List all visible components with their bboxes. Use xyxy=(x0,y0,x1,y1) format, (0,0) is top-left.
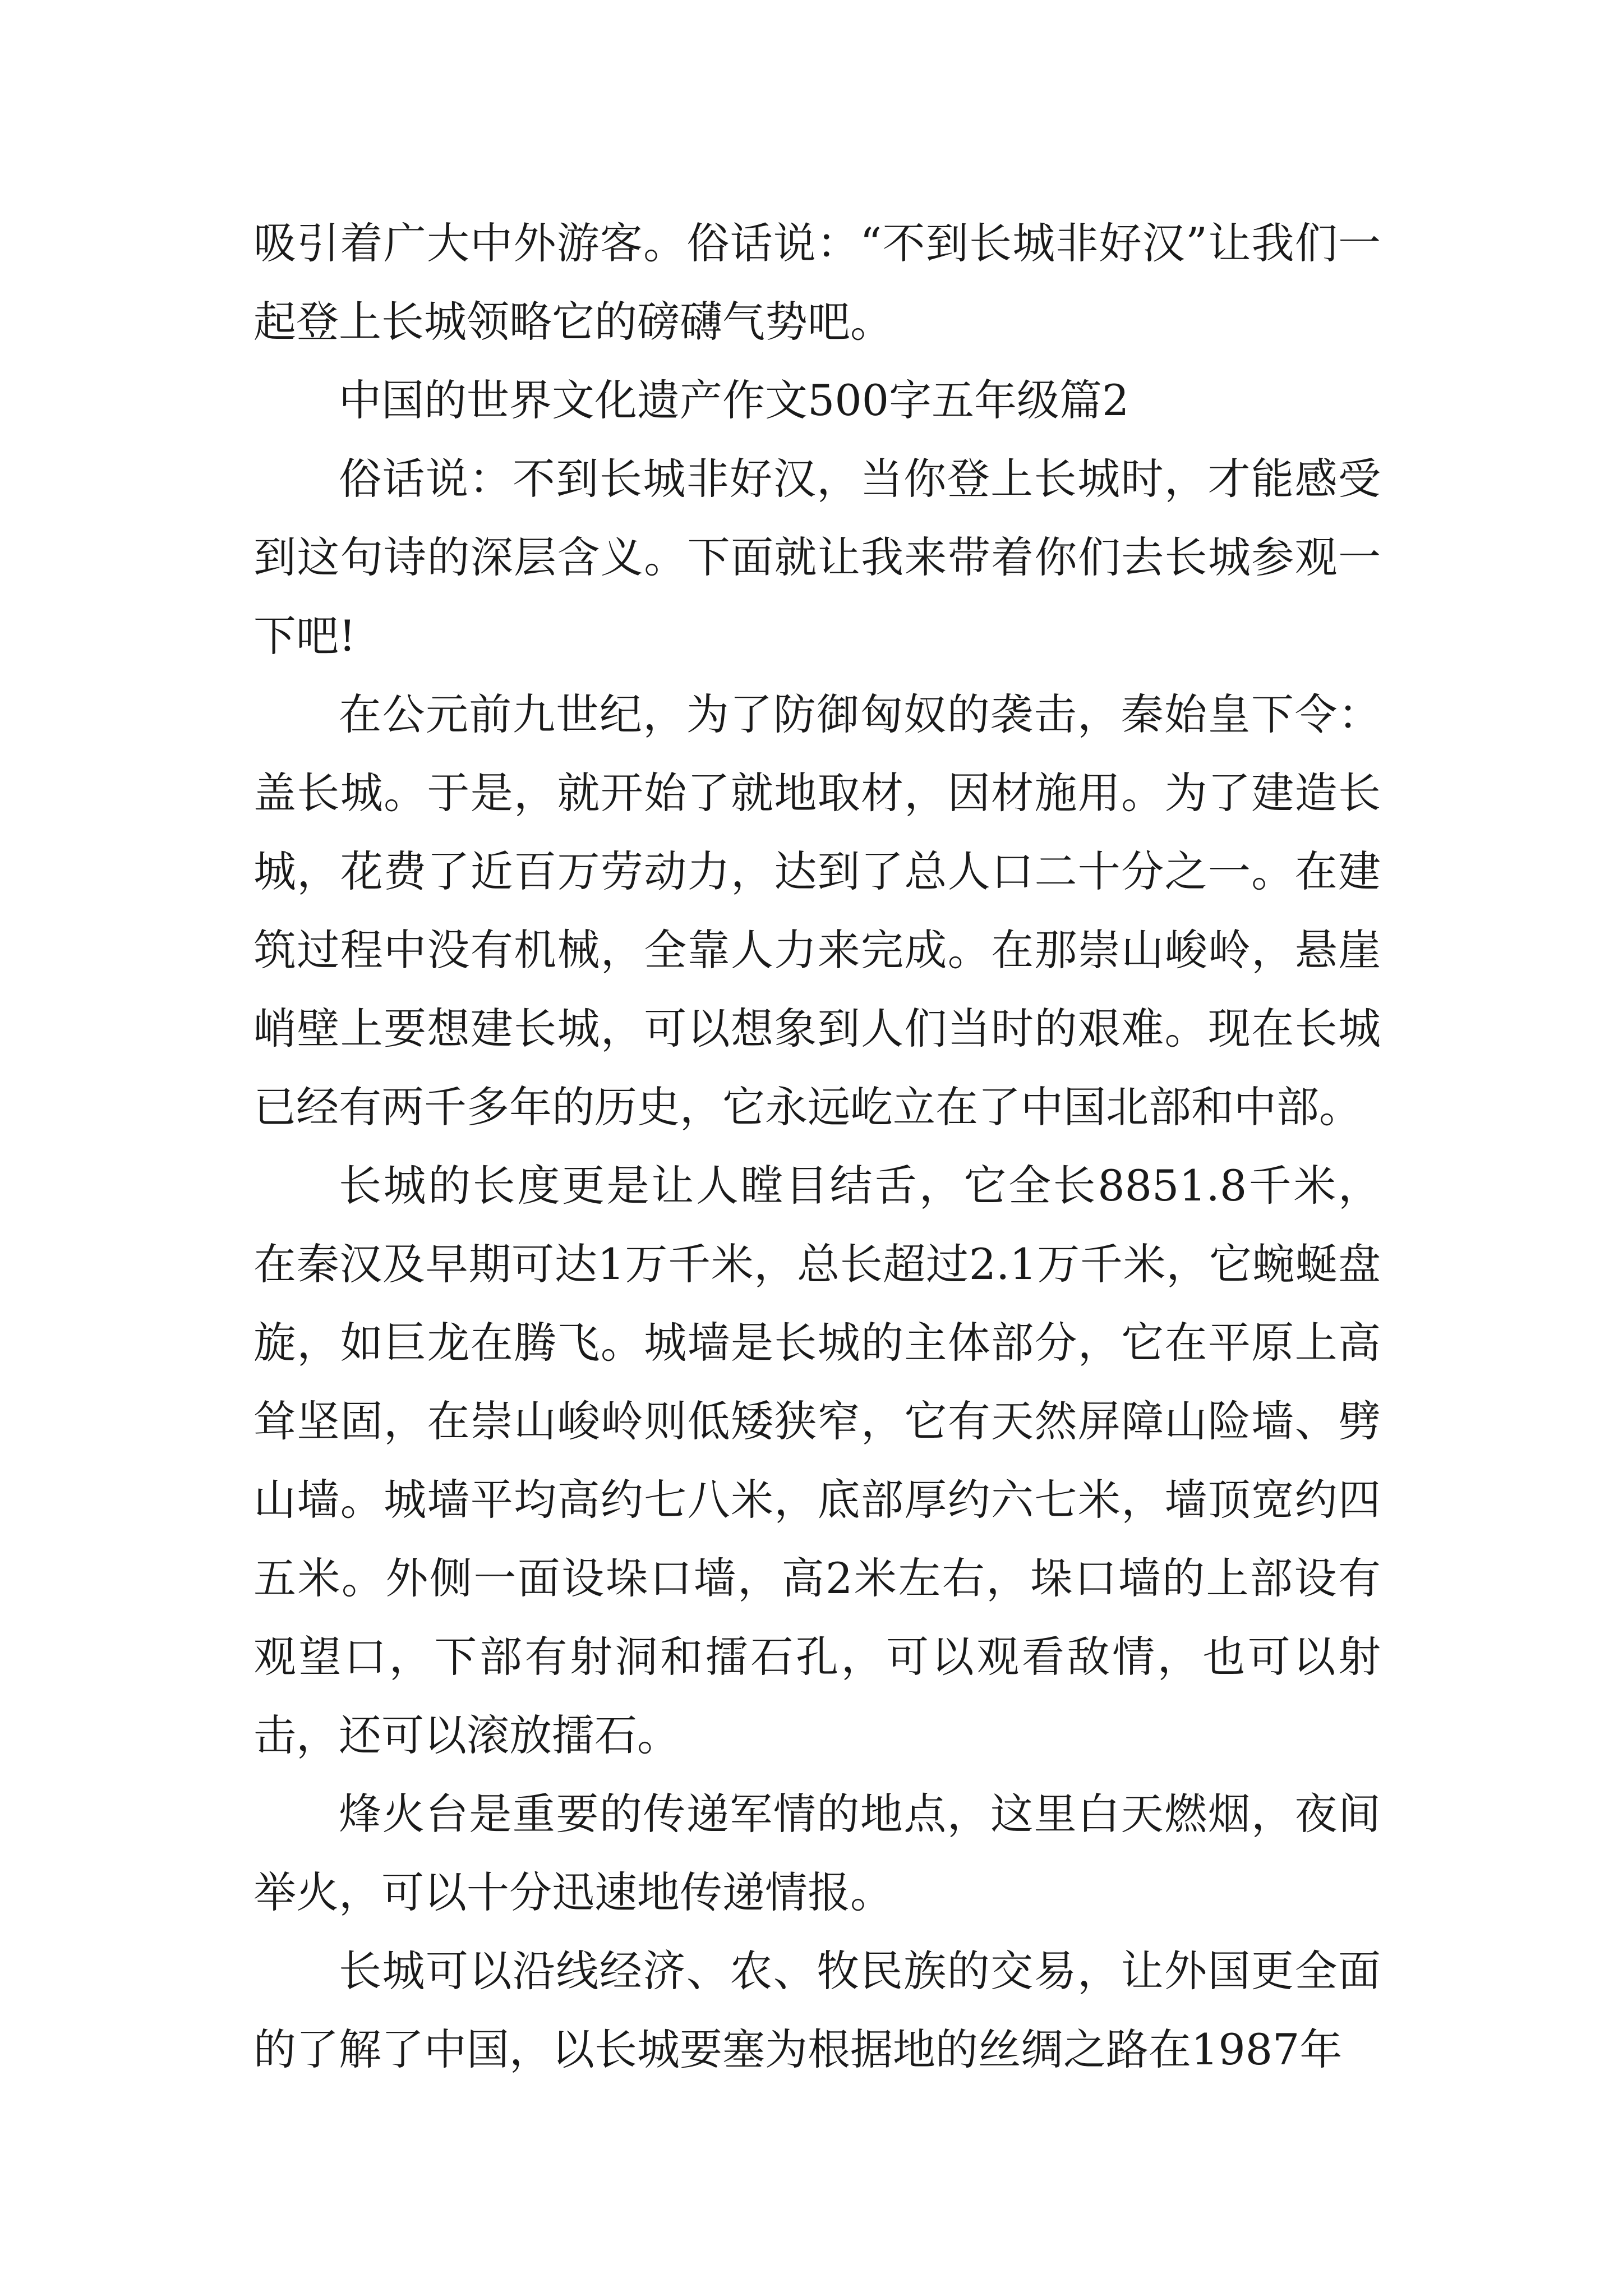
paragraph-intro-continued: 吸引着广大中外游客。俗话说：“不到长城非好汉”让我们一起登上长城领略它的磅礴气势吧。 xyxy=(253,218,1381,347)
paragraph-history: 在公元前九世纪，为了防御匈奴的袭击，秦始皇下令：盖长城。于是，就开始了就地取材，因材施用。为了建造长城，花费了近百万劳动力，达到了总人口二十分之一。在建筑过程中没有机械，全靠人力来完成。在那崇山峻岭，悬崖峭壁上要想建长城，可以想象到人们当时的艰难。现在长城已经有两千多年的历史，它永远屹立在了中国北部和中部。 xyxy=(253,689,1381,1132)
paragraph-beacon-towers: 烽火台是重要的传递军情的地点，这里白天燃烟，夜间举火，可以十分迅速地传递情报。 xyxy=(253,1789,1381,1917)
document-body xyxy=(253,204,1381,2089)
paragraph-opening: 俗话说：不到长城非好汉，当你登上长城时，才能感受到这句诗的深层含义。下面就让我来带着你们去长城参观一下吧! xyxy=(253,454,1381,661)
paragraph-length-and-walls: 长城的长度更是让人瞠目结舌，它全长8851.8千米，在秦汉及早期可达1万千米，总长超过2.1万千米，它蜿蜒盘旋，如巨龙在腾飞。城墙是长城的主体部分，它在平原上高耸坚固，在崇山峻岭则低矮狭窄，它有天然屏障山险墙、劈山墙。城墙平均高约七八米，底部厚约六七米，墙顶宽约四五米。外侧一面设垛口墙，高2米左右，垛口墙的上部设有观望口，下部有射洞和擂石孔，可以观看敌情，也可以射击，还可以滚放擂石。 xyxy=(253,1161,1381,1760)
paragraph-trade: 长城可以沿线经济、农、牧民族的交易，让外国更全面的了解了中国，以长城要塞为根据地的丝绸之路在1987年 xyxy=(253,1946,1381,2074)
paragraph-article-title: 中国的世界文化遗产作文500字五年级篇2 xyxy=(339,375,1129,425)
